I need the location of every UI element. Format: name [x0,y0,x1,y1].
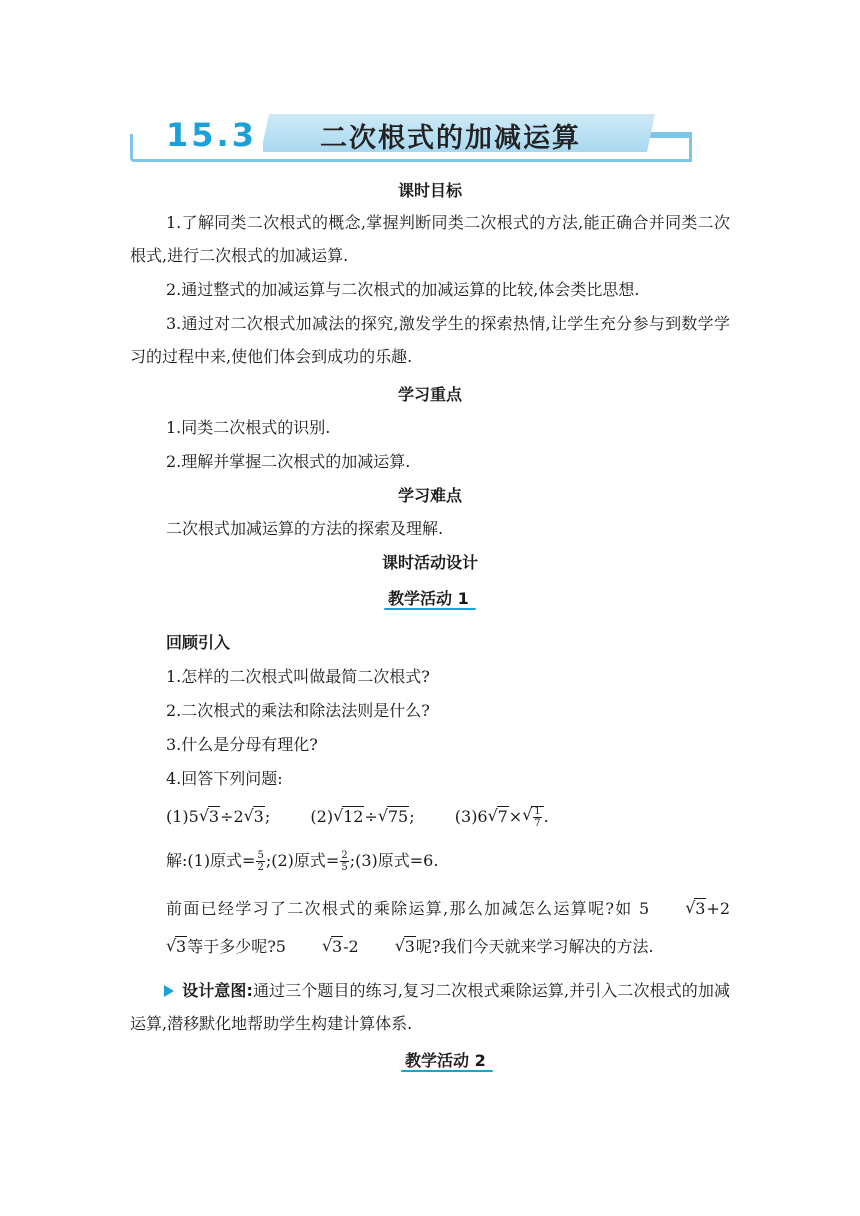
objective-2: 2.通过整式的加减运算与二次根式的加减运算的比较,体会类比思想. [166,280,640,299]
section-header [130,112,692,162]
sqrt-sign: √ 3 [359,928,416,966]
difficulty-text: 二次根式加减运算的方法的探索及理解. [166,519,444,538]
key-point-2: 2.理解并掌握二次根式的加减运算. [166,452,411,471]
sqrt-sign: √ 3 [130,928,187,966]
design-intent-text: 通过三个题目的练习,复习二次根式乘除运算,并引入二次根式的加减运算,潜移默化地帮助学生构建计算体系. [130,981,730,1033]
sqrt-sign: √ 3 [286,928,343,966]
sqrt-sign: √ 7 [488,807,509,826]
design-intent-paragraph [130,974,730,1040]
activity-1-title: 教学活动 1 [388,589,469,608]
answer-row: 解:(1)原式= $\frac{5}{2}$ ;(2)原式= $\frac{2}{5}$ ;(3)原式=6. [166,850,439,873]
difficulties-heading: 学习难点 [397,486,462,505]
activity-design-heading: 课时活动设计 [381,553,478,572]
fraction: $\frac{5}{2}$ [257,850,264,873]
section-number: 15.3 [160,116,263,154]
activity-2-underline [401,1070,493,1072]
objective-1: 1.了解同类二次根式的概念,掌握判断同类二次根式的方法,能正确合并同类二次根式,进行二次根式的加减运算. [130,213,730,265]
header-frame-notch [650,132,692,138]
problems-row [166,806,549,829]
sqrt-sign: √ 75 [378,807,409,826]
activity-1-underline [384,608,476,610]
sqrt-sign [522,806,543,829]
problem-1: (1)5√ 3÷2√ 3; [166,807,270,826]
activity-2-title: 教学活动 2 [405,1051,486,1070]
question-1: 1.怎样的二次根式叫做最简二次根式? [166,667,430,686]
problem-3: (3)6√ 7× √ $\frac{1}{7}$ . [455,807,549,826]
key-point-1: 1.同类二次根式的识别. [166,418,331,437]
design-intent-label: 设计意图: [182,981,253,1000]
fraction: √ $\frac{1}{7}$ [534,806,541,829]
question-4: 4.回答下列问题: [166,769,283,788]
problem-2: (2)√ 12÷√ 75; [310,807,414,826]
key-points-heading: 学习重点 [397,385,462,404]
triangle-bullet-icon [164,985,174,997]
sqrt-sign: √ 3 [244,807,265,826]
intro-paragraph: 前面已经学习了二次根式的乘除运算,那么加减怎么运算呢?如 5√ 3+2√ 3等于多少呢?5√ 3-2√ 3呢?我们今天就来学习解决的方法. [130,890,730,966]
question-3: 3.什么是分母有理化? [166,735,318,754]
objectives-heading: 课时目标 [397,181,462,200]
review-subtitle: 回顾引入 [166,633,231,652]
objective-3: 3.通过对二次根式加减法的探究,激发学生的探索热情,让学生充分参与到数学学习的过程中来,使他们体会到成功的乐趣. [130,314,730,366]
question-2: 2.二次根式的乘法和除法法则是什么? [166,701,430,720]
sqrt-sign: √ 12 [333,807,364,826]
fraction: $\frac{2}{5}$ [341,850,348,873]
sqrt-sign: √ 3 [649,890,706,928]
section-title: 二次根式的加减运算 [320,123,581,154]
sqrt-sign: √ 3 [199,807,220,826]
